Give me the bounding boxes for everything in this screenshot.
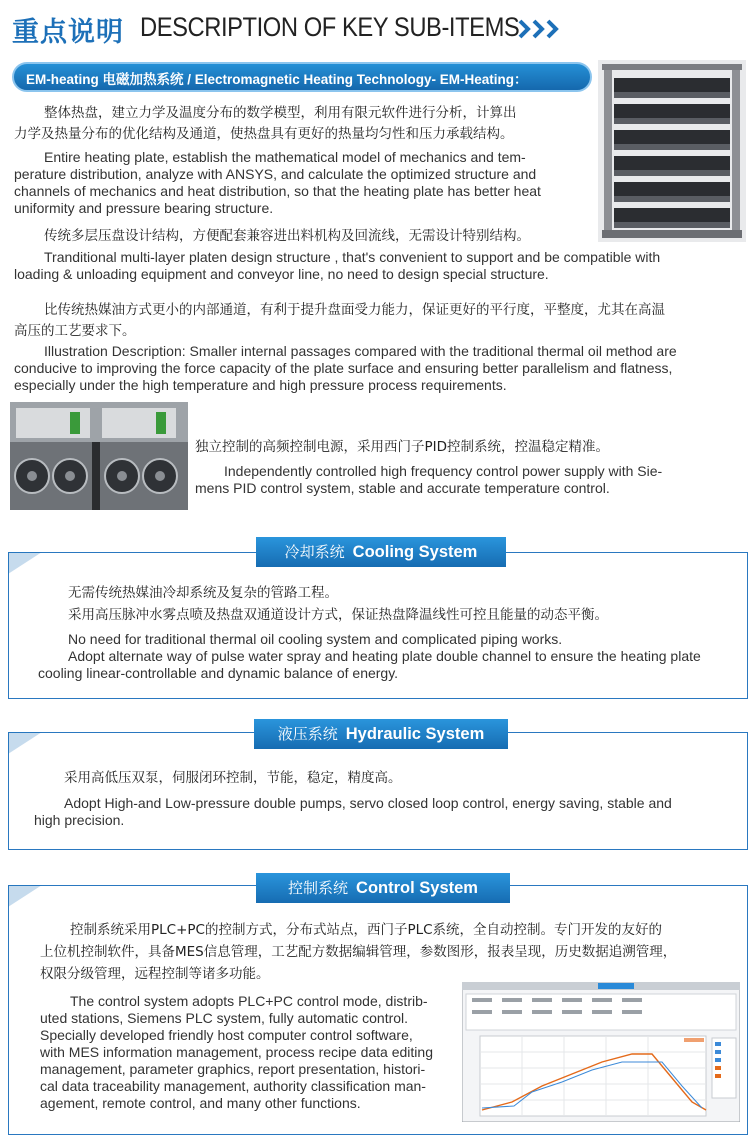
em-p2-en-line2: loading & unloading equipment and conveyor line, no need to design special structure. — [14, 266, 549, 282]
cooling-tab-en: Cooling System — [352, 543, 478, 561]
heating-plate-rack-image — [598, 60, 746, 242]
em-heating-title: EM-heating 电磁加热系统 / Electromagnetic Heating Technology- EM-Heating： — [26, 72, 528, 87]
hydraulic-tab-cn: 液压系统 — [277, 725, 338, 743]
hydraulic-section — [8, 732, 748, 850]
em-p3-en-line2: conducive to improving the force capacity of the plate surface and ensuring better parallelism and flatness, — [14, 360, 673, 376]
hydraulic-en-line1: Adopt High-and Low-pressure double pumps, servo closed loop control, energy saving, stable and — [64, 795, 672, 811]
cooling-cn-line1: 无需传统热媒油冷却系统及复杂的管路工程。 — [68, 585, 338, 601]
control-cn-line3: 权限分级管理，远程控制等诸多功能。 — [40, 966, 270, 982]
em-p1-cn-line2: 力学及热量分布的优化结构及通道，使热盘具有更好的热量均匀性和压力承载结构。 — [14, 126, 514, 142]
control-software-screenshot — [462, 982, 740, 1122]
em-p4-cn: 独立控制的高频控制电源，采用西门子PID控制系统，控温稳定精准。 — [195, 439, 610, 455]
cooling-en-line2: Adopt alternate way of pulse water spray and heating plate double channel to ensure the heating plate — [68, 648, 701, 664]
hydraulic-cn-line1: 采用高低压双泵，伺服闭环控制，节能，稳定，精度高。 — [64, 770, 402, 786]
control-tab-en: Control System — [356, 879, 478, 897]
hydraulic-en-line2: high precision. — [34, 812, 125, 828]
page-title-cn: 重点说明 — [12, 17, 124, 48]
corner-decoration-icon — [8, 732, 42, 754]
cooling-tab — [256, 537, 506, 567]
power-supply-image — [10, 402, 188, 510]
em-p4-en-line2: mens PID control system, stable and accurate temperature control. — [195, 480, 610, 496]
em-p1-en-line4: uniformity and pressure bearing structure. — [14, 200, 274, 216]
control-en-line2: uted stations, Siemens PLC system, fully automatic control. — [40, 1010, 409, 1026]
em-p2-cn: 传统多层压盘设计结构，方便配套兼容进出料机构及回流线，无需设计特别结构。 — [44, 228, 530, 244]
control-tab-cn: 控制系统 — [288, 879, 349, 897]
corner-decoration-icon — [8, 552, 42, 574]
triple-chevron-right-icon — [516, 16, 576, 42]
cooling-tab-cn: 冷却系统 — [284, 543, 345, 561]
control-en-line6: cal data traceability management, authority classification man- — [40, 1078, 426, 1094]
control-tab — [256, 873, 510, 903]
hydraulic-tab-en: Hydraulic System — [345, 725, 485, 743]
control-en-line1: The control system adopts PLC+PC control mode, distrib- — [70, 993, 428, 1009]
em-p2-en-line1: Tranditional multi-layer platen design structure , that's convenient to support and be compatible with — [44, 249, 661, 265]
page-title-en: DESCRIPTION OF KEY SUB-ITEMS — [140, 12, 520, 42]
em-p4-en-line1: Independently controlled high frequency control power supply with Sie- — [224, 463, 663, 479]
em-p3-cn-line2: 高压的工艺要求下。 — [14, 323, 136, 339]
control-en-line4: with MES information management, process recipe data editing — [40, 1044, 433, 1060]
em-p3-en-line1: Illustration Description: Smaller internal passages compared with the traditional thermal oil method are — [44, 343, 677, 359]
em-p1-en-line2: perature distribution, analyze with ANSYS, and calculate the optimized structure and — [14, 166, 537, 182]
control-cn-line1: 控制系统采用PLC+PC的控制方式，分布式站点，西门子PLC系统，全自动控制。专门开发的友好的 — [70, 922, 663, 938]
em-p3-en-line3: especially under the high temperature and high pressure process requirements. — [14, 377, 507, 393]
control-en-line7: agement, remote control, and many other functions. — [40, 1095, 361, 1111]
control-en-line5: management, parameter graphics, report presentation, histori- — [40, 1061, 426, 1077]
cooling-en-line1: No need for traditional thermal oil cooling system and complicated piping works. — [68, 631, 563, 647]
corner-decoration-icon — [8, 885, 42, 907]
control-en-line3: Specially developed friendly host computer control software, — [40, 1027, 413, 1043]
em-p1-en-line1: Entire heating plate, establish the mathematical model of mechanics and tem- — [44, 149, 526, 165]
em-p3-cn-line1: 比传统热媒油方式更小的内部通道，有利于提升盘面受力能力，保证更好的平行度，平整度，尤其在高温 — [44, 302, 665, 318]
em-p1-cn-line1: 整体热盘，建立力学及温度分布的数学模型，利用有限元软件进行分析，计算出 — [44, 105, 517, 121]
em-p1-en-line3: channels of mechanics and heat distribution, so that the heating plate has better heat — [14, 183, 541, 199]
cooling-cn-line2: 采用高压脉冲水雾点喷及热盘双通道设计方式，保证热盘降温线性可控且能量的动态平衡。 — [68, 607, 608, 623]
cooling-en-line3: cooling linear-controllable and dynamic balance of energy. — [38, 665, 399, 681]
hydraulic-tab — [254, 719, 508, 749]
control-cn-line2: 上位机控制软件，具备MES信息管理，工艺配方数据编辑管理，参数图形，报表呈现，历史数据追溯管理， — [40, 944, 677, 960]
